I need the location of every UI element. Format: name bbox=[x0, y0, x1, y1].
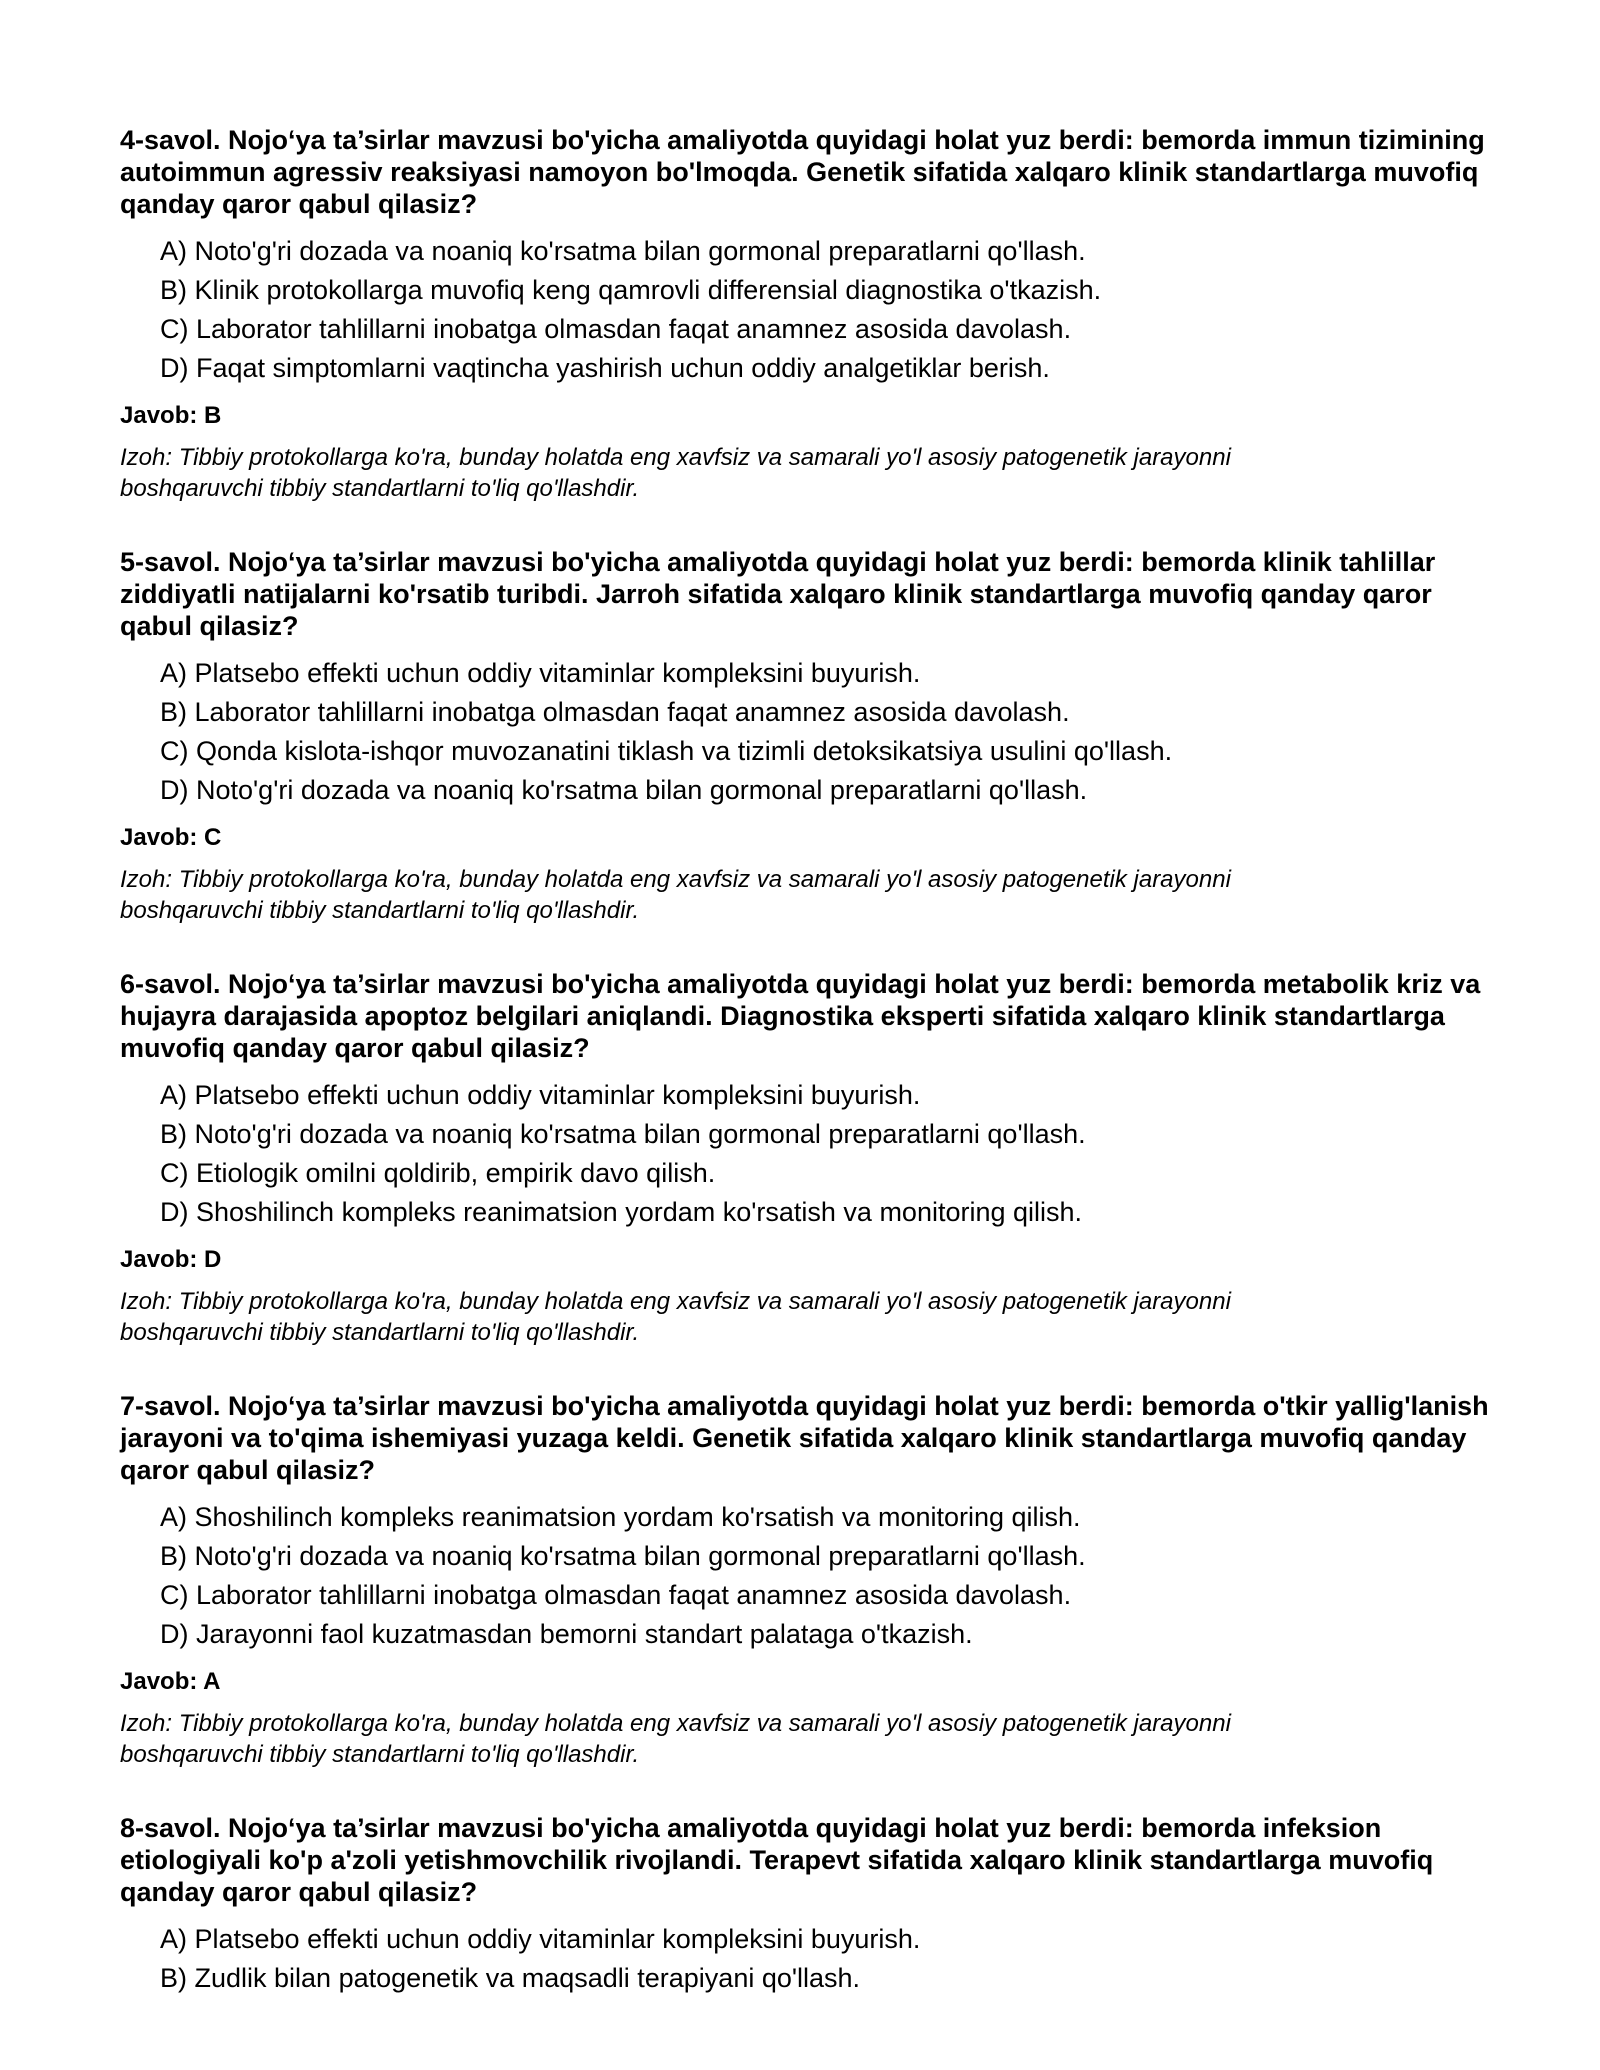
option-b: B) Noto'g'ri dozada va noaniq ko'rsatma bilan gormonal preparatlarni qo'llash. bbox=[160, 1541, 1086, 1571]
explanation-text: Izoh: Tibbiy protokollarga ko'ra, bunday holatda eng xavfsiz va samarali yo'l asosiy patogenetik jarayonni boshqaruvchi tibbiy standartlarni to'liq qo'llashdir. bbox=[120, 444, 1231, 502]
option-a: A) Platsebo effekti uchun oddiy vitaminlar kompleksini buyurish. bbox=[160, 1080, 921, 1110]
answer-label: Javob: D bbox=[120, 1246, 222, 1273]
question-title: 5-savol. Nojo‘ya ta’sirlar mavzusi bo'yicha amaliyotda quyidagi holat yuz berdi: bemorda klinik tahlillar ziddiyatli natijalarni ko'rsatib turibdi. Jarroh sifatida xalqaro klinik standartlarga muvofiq qanday qaror qabul qilasiz? bbox=[120, 547, 1436, 641]
option-c: C) Laborator tahlillarni inobatga olmasdan faqat anamnez asosida davolash. bbox=[160, 1580, 1072, 1610]
document-page bbox=[120, 124, 1490, 2040]
question-block bbox=[120, 124, 1490, 504]
question-title: 7-savol. Nojo‘ya ta’sirlar mavzusi bo'yicha amaliyotda quyidagi holat yuz berdi: bemorda o'tkir yallig'lanish jarayoni va to'qima ishemiyasi yuzaga keldi. Genetik sifatida xalqaro klinik standartlarga muvofiq qanday qaror qabul qilasiz? bbox=[120, 1391, 1489, 1485]
option-a: A) Noto'g'ri dozada va noaniq ko'rsatma bilan gormonal preparatlarni qo'llash. bbox=[160, 236, 1086, 266]
explanation-text: Izoh: Tibbiy protokollarga ko'ra, bunday holatda eng xavfsiz va samarali yo'l asosiy patogenetik jarayonni boshqaruvchi tibbiy standartlarni to'liq qo'llashdir. bbox=[120, 1288, 1231, 1346]
option-c: C) Qonda kislota-ishqor muvozanatini tiklash va tizimli detoksikatsiya usulini qo'llash. bbox=[160, 736, 1173, 766]
question-block bbox=[120, 1812, 1490, 1998]
option-b: B) Klinik protokollarga muvofiq keng qamrovli differensial diagnostika o'tkazish. bbox=[160, 275, 1102, 305]
option-list bbox=[120, 1076, 1490, 1232]
option-a: A) Platsebo effekti uchun oddiy vitaminlar kompleksini buyurish. bbox=[160, 1924, 921, 1954]
question-block bbox=[120, 968, 1490, 1348]
option-c: C) Laborator tahlillarni inobatga olmasdan faqat anamnez asosida davolash. bbox=[160, 314, 1072, 344]
option-d: D) Faqat simptomlarni vaqtincha yashirish uchun oddiy analgetiklar berish. bbox=[160, 353, 1050, 383]
option-c: C) Etiologik omilni qoldirib, empirik davo qilish. bbox=[160, 1158, 716, 1188]
option-list bbox=[120, 1498, 1490, 1654]
option-d: D) Noto'g'ri dozada va noaniq ko'rsatma bilan gormonal preparatlarni qo'llash. bbox=[160, 775, 1088, 805]
option-b: B) Laborator tahlillarni inobatga olmasdan faqat anamnez asosida davolash. bbox=[160, 697, 1070, 727]
answer-label: Javob: A bbox=[120, 1668, 221, 1695]
option-b: B) Noto'g'ri dozada va noaniq ko'rsatma bilan gormonal preparatlarni qo'llash. bbox=[160, 1119, 1086, 1149]
option-list bbox=[120, 1920, 1490, 1998]
option-b: B) Zudlik bilan patogenetik va maqsadli terapiyani qo'llash. bbox=[160, 1963, 861, 1993]
option-list bbox=[120, 232, 1490, 388]
option-a: A) Shoshilinch kompleks reanimatsion yordam ko'rsatish va monitoring qilish. bbox=[160, 1502, 1081, 1532]
answer-label: Javob: C bbox=[120, 824, 222, 851]
question-block bbox=[120, 1390, 1490, 1770]
option-list bbox=[120, 654, 1490, 810]
option-d: D) Shoshilinch kompleks reanimatsion yordam ko'rsatish va monitoring qilish. bbox=[160, 1197, 1083, 1227]
explanation-text: Izoh: Tibbiy protokollarga ko'ra, bunday holatda eng xavfsiz va samarali yo'l asosiy patogenetik jarayonni boshqaruvchi tibbiy standartlarni to'liq qo'llashdir. bbox=[120, 1710, 1231, 1768]
question-title: 4-savol. Nojo‘ya ta’sirlar mavzusi bo'yicha amaliyotda quyidagi holat yuz berdi: bemorda immun tizimining autoimmun agressiv reaksiyasi namoyon bo'lmoqda. Genetik sifatida xalqaro klinik standartlarga muvofiq qanday qaror qabul qilasiz? bbox=[120, 125, 1485, 219]
explanation-text: Izoh: Tibbiy protokollarga ko'ra, bunday holatda eng xavfsiz va samarali yo'l asosiy patogenetik jarayonni boshqaruvchi tibbiy standartlarni to'liq qo'llashdir. bbox=[120, 866, 1231, 924]
question-block bbox=[120, 546, 1490, 926]
option-a: A) Platsebo effekti uchun oddiy vitaminlar kompleksini buyurish. bbox=[160, 658, 921, 688]
question-title: 6-savol. Nojo‘ya ta’sirlar mavzusi bo'yicha amaliyotda quyidagi holat yuz berdi: bemorda metabolik kriz va hujayra darajasida apoptoz belgilari aniqlandi. Diagnostika eksperti sifatida xalqaro klinik standartlarga muvofiq qanday qaror qabul qilasiz? bbox=[120, 969, 1481, 1063]
option-d: D) Jarayonni faol kuzatmasdan bemorni standart palataga o'tkazish. bbox=[160, 1619, 973, 1649]
answer-label: Javob: B bbox=[120, 402, 222, 429]
question-title: 8-savol. Nojo‘ya ta’sirlar mavzusi bo'yicha amaliyotda quyidagi holat yuz berdi: bemorda infeksion etiologiyali ko'p a'zoli yetishmovchilik rivojlandi. Terapevt sifatida xalqaro klinik standartlarga muvofiq qanday qaror qabul qilasiz? bbox=[120, 1813, 1434, 1907]
